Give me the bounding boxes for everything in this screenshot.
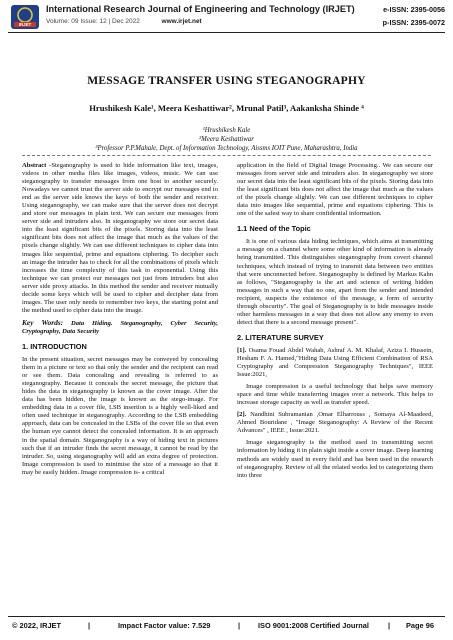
footer-rule (8, 616, 445, 617)
footer-separator-2: | (238, 621, 241, 630)
affiliation-1: ¹Hrushikesh Kale (202, 127, 251, 134)
intro-heading: 1. INTRODUCTION (22, 341, 87, 351)
footer-impact-factor: Impact Factor value: 7.529 (118, 621, 211, 630)
reference-1-text: Osama Fouad Abdel Wahab, Ashraf A. M. Khalaf, Aziza I. Hussein, Hesham F. A. Hamed,"Hiding Data Using Efficient Combination of RSA Cryptography and Compression Steganography Techniques", IEEE Issue:2021, (237, 346, 433, 379)
footer-copyright: © 2022, IRJET (12, 621, 61, 630)
right-column (237, 162, 433, 484)
reference-2-number: [2]. (237, 411, 247, 419)
section-divider (22, 155, 431, 156)
reference-1-number: [1]. (237, 346, 247, 354)
footer-separator-3: | (388, 621, 391, 630)
reference-2-text: Nandhini Subramanian ,Omar Elharrouss , Somaya Al-Maadeed, Ahmed Bouridane , "Image Steganography: A Review of the Recent Advances" , IEEE , Issue:2021. (237, 411, 433, 435)
intro-continuation: application in the field of Digital Image Processing.. We can secure our messages from server side and intruders also. In steganography we store our secret data into the least significant bits of the pixels. Storing data into the least significant bits does not affect the image that much as the values of the pixels change slightly. We can use different techniques to cipher data into images like sequential, prime and equations ciphering. This is one of the safest way to share confidential information. (237, 162, 433, 218)
paper-title: MESSAGE TRANSFER USING STEGANOGRAPHY (87, 74, 366, 87)
keywords-label: Key Words: (22, 317, 64, 327)
abstract-text: -Steganography is used to hide information like text, images, videos in other media files like images, videos, music. We can use steganography to transfer messages from one host to another securely. Nowadays we cannot trust the server side to encrypt our messages end to end as the server side knows the keys of both the sender and receiver. Using steganography, we can make sure that the server does not decrypt and store our messages in plain text. We can secure our messages from server side and intruders also. In steganography we store our secret data into the least significant bits of the pixels. Storing data into the least significant bits does not affect the image that much as the values of the pixels change slightly. We can use different techniques to cipher data into images like sequential, prime and equations ciphering. To decipher such an image the intruder has to check for all the combinations of pixels which increases the time complexity of this task to exponential. Using this technique we can protect our messages not just from intruders but also server side proxy attacks. In this method the sender and receiver mutually decide some keys which will be used to cipher and decipher data from images. The user only needs to remember two keys, the starting point and the method used to cipher data into the image. (22, 162, 218, 314)
header-rule (8, 32, 445, 33)
paper-authors: Hrushikesh Kale¹, Meera Keshattiwar², Mrunal Patil³, Aakanksha Shinde ⁴ (89, 103, 364, 113)
journal-title: International Research Journal of Engineering and Technology (IRJET) (46, 4, 355, 14)
keywords-text: Data Hiding. Steganography, Cyber Security, Cryptography, Data Security (22, 319, 218, 335)
abstract-label: Abstract (22, 162, 47, 169)
footer-iso: ISO 9001:2008 Certified Journal (258, 621, 369, 630)
journal-volume-line (46, 18, 202, 25)
pissn: p-ISSN: 2395-0072 (382, 18, 445, 27)
literature-heading: 2. LITERATURE SURVEY (237, 332, 324, 342)
left-column (22, 162, 218, 481)
volume-issue: Volume: 09 Issue: 12 | Dec 2022 (46, 18, 140, 25)
reference-2 (237, 411, 433, 435)
journal-header (0, 0, 453, 36)
reference-1 (237, 347, 433, 379)
need-text: It is one of various data hiding techniques, which aims at transmitting a message on a channel where some other kind of information is already being transmitted. This distinguishes steganography from covert channel techniques, which instead of trying to transmit data between two entities that were unconnected before. Steganography is defined by Markus Kahn as follows, "Steganography is the art and science of writing hidden messages in such a way that no one, apart from the sender and intended recipient, suspects the existence of the message, a form of security through obscurity". The goal of Steganography is to hide messages inside other harmless messages in a way that does not allow any enemy to even detect that there is a second message present". (237, 238, 433, 326)
abstract (22, 162, 218, 315)
irjet-logo-icon (10, 4, 40, 30)
journal-website[interactable]: www.irjet.net (161, 18, 202, 25)
eissn: e-ISSN: 2395-0056 (383, 5, 445, 14)
affiliation-2: ²Meera Keshattiwar (199, 136, 254, 143)
intro-text: In the present situation, secret messages may be conveyed by concealing them in a picture or text so that only the sender and the recipient can read or see them. Data concealing and revealing is referred to as steganography. Because it conceals the secret message, the picture that hides the data in steganography is known as the cover image. After the data has been hidden, the image is known as the stego-image. For embedding data in a cover file, LSB insertion is a highly well-liked and often used technique in steganography. According to the LSB embedding approach, data can be concealed in the LSBs of the cover file so that even the human eye cannot detect the concealed information. It is an approach in the spatial domain. Steganography is a way of hiding text in pictures such that if an intruder finds the secret message, it cannot be read by the intruder. So, using steganography will add an extra degree of protection. Image compression is used to minimise the size of a message so that it may be easily hidden. Image compression is- a critical (22, 356, 218, 476)
need-heading: 1.1 Need of the Topic (237, 224, 311, 234)
logo-text: IRJET (18, 22, 32, 28)
footer-separator-1: | (88, 621, 91, 630)
footer-page-number: Page 96 (406, 621, 434, 630)
affiliation-3: ³Professor P.P.Mahale, Dept. of Information Technology, Aissms IOIT Pune, Maharashtra, India (95, 145, 358, 152)
reference-1-description: Image compression is a useful technology that helps save memory space and time while transferring images over a network. This helps to increase storage capacity as well as transfer speed. (237, 383, 433, 407)
keywords (22, 319, 218, 336)
reference-2-description: Image steganography is the method used in transmitting secret information by hiding it in plain sight inside a cover image. Deep learning methods are widely used in every field and has been used in the research of steganography. Review of all the related works led to categorizing them into three (237, 439, 433, 479)
